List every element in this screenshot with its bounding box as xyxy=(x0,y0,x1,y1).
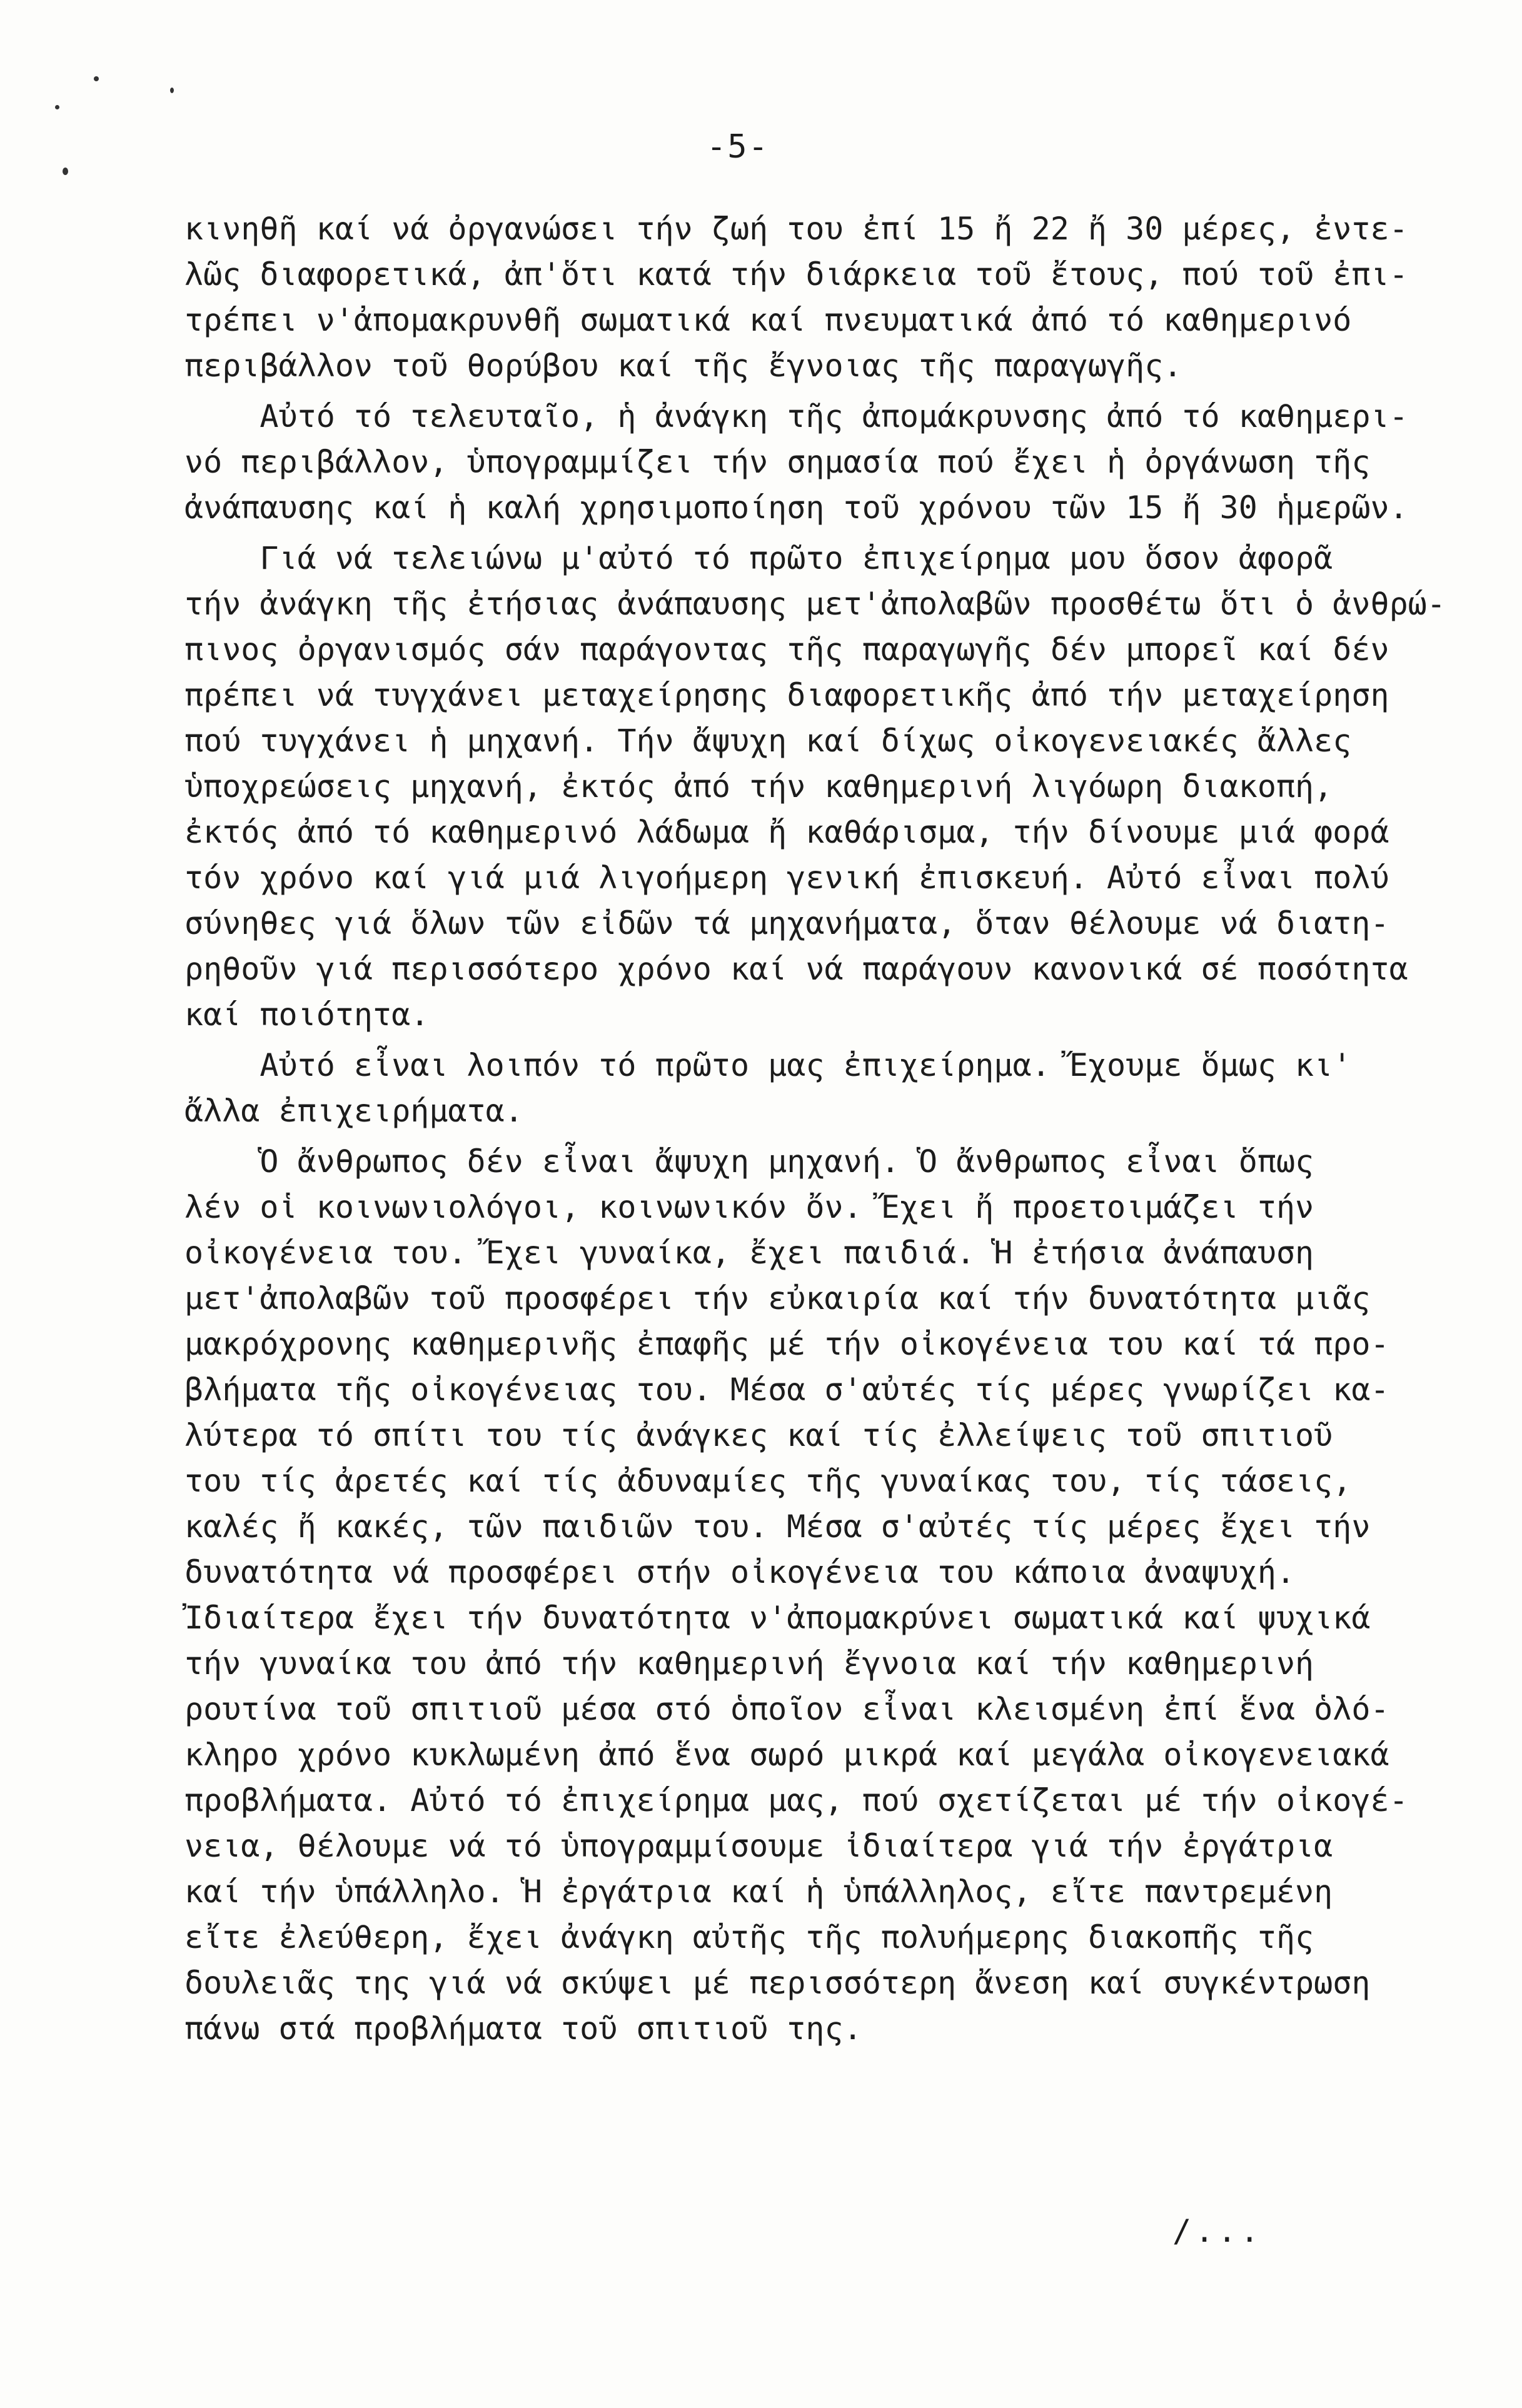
text-line: τρέπει ν'ἀπομακρυνθῆ σωματικά καί πνευματικά ἀπό τό καθημερινό xyxy=(184,302,1352,338)
scan-speck xyxy=(63,168,68,175)
text-line: καί τήν ὑπάλληλο. Ἡ ἐργάτρια καί ἡ ὑπάλληλος, εἴτε παντρεμένη xyxy=(184,1874,1333,1910)
text-line: ἐκτός ἀπό τό καθημερινό λάδωμα ἤ καθάρισμα, τήν δίνουμε μιά φορά xyxy=(184,814,1389,850)
paragraph xyxy=(184,394,1448,531)
text-line: Ὁ ἄνθρωπος δέν εἶναι ἄψυχη μηχανή. Ὁ ἄνθρωπος εἶναι ὅπως xyxy=(184,1143,1314,1180)
text-line: βλήματα τῆς οἰκογένειας του. Μέσα σ'αὐτές τίς μέρες γνωρίζει κα- xyxy=(184,1372,1389,1408)
paragraph xyxy=(184,206,1448,389)
text-line: δυνατότητα νά προσφέρει στήν οἰκογένεια του κάποια ἀναψυχή. xyxy=(184,1554,1296,1590)
text-line: νό περιβάλλον, ὑπογραμμίζει τήν σημασία πού ἔχει ἡ ὀργάνωση τῆς xyxy=(184,444,1371,480)
text-line: δουλειᾶς της γιά νά σκύψει μέ περισσότερη ἄνεση καί συγκέντρωση xyxy=(184,1965,1371,2001)
text-line: σύνηθες γιά ὅλων τῶν εἰδῶν τά μηχανήματα, ὅταν θέλουμε νά διατη- xyxy=(184,905,1389,941)
page-number: -5- xyxy=(707,128,769,166)
text-line: καί ποιότητα. xyxy=(184,996,430,1033)
text-line: μετ'ἀπολαβῶν τοῦ προσφέρει τήν εὐκαιρία καί τήν δυνατότητα μιᾶς xyxy=(184,1280,1371,1317)
text-line: ὑποχρεώσεις μηχανή, ἐκτός ἀπό τήν καθημερινή λιγόωρη διακοπή, xyxy=(184,768,1333,805)
text-line: τήν ἀνάγκη τῆς ἐτήσιας ἀνάπαυσης μετ'ἀπολαβῶν προσθέτω ὅτι ὁ ἀνθρώ- xyxy=(184,586,1446,622)
text-line: νεια, θέλουμε νά τό ὑπογραμμίσουμε ἰδιαίτερα γιά τήν ἐργάτρια xyxy=(184,1828,1333,1864)
text-line: λῶς διαφορετικά, ἀπ'ὅτι κατά τήν διάρκεια τοῦ ἔτους, πού τοῦ ἐπι- xyxy=(184,256,1408,293)
paragraph xyxy=(184,1043,1448,1134)
continuation-mark: /... xyxy=(1172,2213,1263,2249)
text-line: ρηθοῦν γιά περισσότερο χρόνο καί νά παράγουν κανονικά σέ ποσότητα xyxy=(184,951,1408,987)
text-line: λύτερα τό σπίτι του τίς ἀνάγκες καί τίς ἐλλείψεις τοῦ σπιτιοῦ xyxy=(184,1417,1333,1453)
text-line: του τίς ἀρετές καί τίς ἀδυναμίες τῆς γυναίκας του, τίς τάσεις, xyxy=(184,1463,1352,1499)
body-text xyxy=(184,206,1448,2057)
text-line: τήν γυναίκα του ἀπό τήν καθημερινή ἔγνοια καί τήν καθημερινή xyxy=(184,1645,1314,1682)
text-line: κληρο χρόνο κυκλωμένη ἀπό ἕνα σωρό μικρά καί μεγάλα οἰκογενειακά xyxy=(184,1737,1389,1773)
text-line: Ἰδιαίτερα ἔχει τήν δυνατότητα ν'ἀπομακρύνει σωματικά καί ψυχικά xyxy=(184,1600,1371,1636)
text-line: οἰκογένεια του. Ἔχει γυναίκα, ἔχει παιδιά. Ἡ ἐτήσια ἀνάπαυση xyxy=(184,1235,1314,1271)
text-line: Αὐτό εἶναι λοιπόν τό πρῶτο μας ἐπιχείρημα. Ἔχουμε ὅμως κι' xyxy=(184,1047,1352,1083)
text-line: καλές ἤ κακές, τῶν παιδιῶν του. Μέσα σ'αὐτές τίς μέρες ἔχει τήν xyxy=(184,1508,1371,1545)
text-line: πού τυγχάνει ἡ μηχανή. Τήν ἄψυχη καί δίχως οἰκογενειακές ἄλλες xyxy=(184,723,1352,759)
text-line: εἴτε ἐλεύθερη, ἔχει ἀνάγκη αὐτῆς τῆς πολυήμερης διακοπῆς τῆς xyxy=(184,1919,1314,1955)
paragraph xyxy=(184,536,1448,1038)
text-line: λέν οἱ κοινωνιολόγοι, κοινωνικόν ὄν. Ἔχει ἤ προετοιμάζει τήν xyxy=(184,1189,1314,1225)
text-line: Γιά νά τελειώνω μ'αὐτό τό πρῶτο ἐπιχείρημα μου ὅσον ἀφορᾶ xyxy=(184,540,1333,576)
text-line: ἄλλα ἐπιχειρήματα. xyxy=(184,1093,523,1129)
text-line: περιβάλλον τοῦ θορύβου καί τῆς ἔγνοιας τῆς παραγωγῆς. xyxy=(184,348,1182,384)
text-line: ἀνάπαυσης καί ἡ καλή χρησιμοποίηση τοῦ χρόνου τῶν 15 ἤ 30 ἡμερῶν. xyxy=(184,489,1408,526)
text-line: κινηθῆ καί νά ὀργανώσει τήν ζωή του ἐπί 15 ἤ 22 ἤ 30 μέρες, ἐντε- xyxy=(184,211,1408,247)
text-line: πρέπει νά τυγχάνει μεταχείρησης διαφορετικῆς ἀπό τήν μεταχείρηση xyxy=(184,677,1389,713)
scan-speck xyxy=(55,105,59,109)
text-line: προβλήματα. Αὐτό τό ἐπιχείρημα μας, πού σχετίζεται μέ τήν οἰκογέ- xyxy=(184,1782,1408,1819)
text-line: πινος ὀργανισμός σάν παράγοντας τῆς παραγωγῆς δέν μπορεῖ καί δέν xyxy=(184,631,1389,668)
text-line: τόν χρόνο καί γιά μιά λιγοήμερη γενική ἐπισκευή. Αὐτό εἶναι πολύ xyxy=(184,860,1389,896)
paragraph xyxy=(184,1139,1448,2052)
text-line: μακρόχρονης καθημερινῆς ἐπαφῆς μέ τήν οἰκογένεια του καί τά προ- xyxy=(184,1326,1389,1362)
text-line: Αὐτό τό τελευταῖο, ἡ ἀνάγκη τῆς ἀπομάκρυνσης ἀπό τό καθημερι- xyxy=(184,398,1408,434)
text-line: πάνω στά προβλήματα τοῦ σπιτιοῦ της. xyxy=(184,2010,862,2047)
text-line: ρουτίνα τοῦ σπιτιοῦ μέσα στό ὁποῖον εἶναι κλεισμένη ἐπί ἕνα ὁλό- xyxy=(184,1691,1389,1727)
scan-speck xyxy=(170,88,174,93)
scan-speck xyxy=(94,76,99,81)
